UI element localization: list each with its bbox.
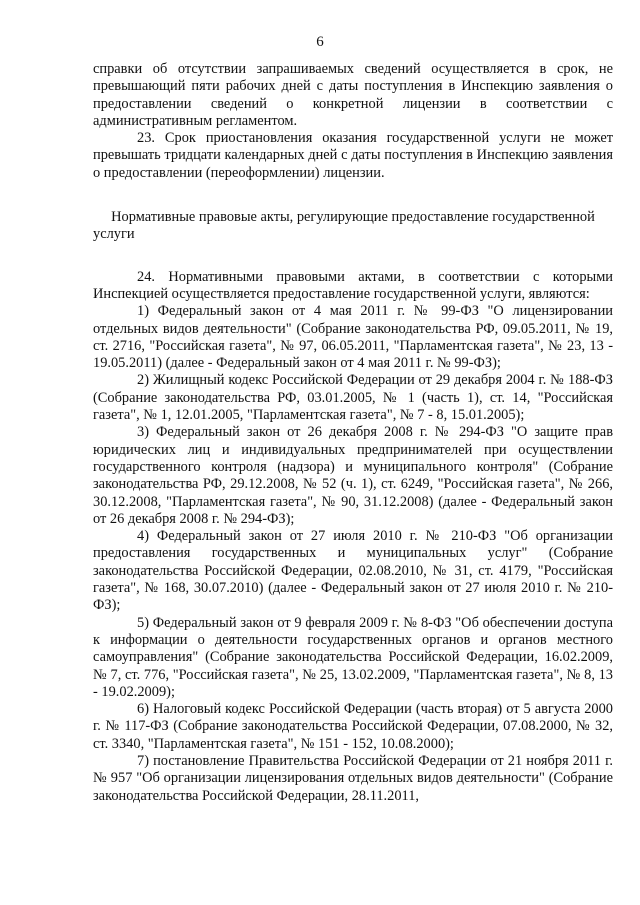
page-number: 6: [316, 34, 324, 50]
list-item-5: 5) Федеральный закон от 9 февраля 2009 г. № 8-ФЗ "Об обеспечении доступа к информации о деятельности государственных органов и органов местного самоуправления" (Собрание законодательства Российской Федерации, 16.02.2009, № 7, ст. 776, "Российская газета", № 25, 13.02.2009, "Парламентская газета", № 8, 13 - 19.02.2009);: [93, 614, 613, 700]
paragraph-23: 23. Срок приостановления оказания государственной услуги не может превышать тридцати календарных дней с даты поступления в Инспекцию заявления о предоставлении (переоформлении) лицензии.: [93, 130, 613, 181]
list-item-3: 3) Федеральный закон от 26 декабря 2008 г. № 294-ФЗ "О защите прав юридических лиц и индивидуальных предпринимателей при осуществлении государственного контроля (надзора) и муниципального контроля" (Собрание законодательства РФ, 29.12.2008, № 52 (ч. 1), ст. 6249, "Российская газета", № 266, 30.12.2008, "Парламентская газета", № 90, 31.12.2008) (далее - Федеральный закон от 26 декабря 2008 г. № 294-ФЗ);: [93, 424, 613, 527]
paragraph-24: 24. Нормативными правовыми актами, в соответствии с которыми Инспекцией осуществляется предоставление государственной услуги, являются:: [93, 268, 613, 302]
section-heading: Нормативные правовые акты, регулирующие предоставление государственной услуги: [93, 209, 595, 243]
list-item-2: 2) Жилищный кодекс Российской Федерации от 29 декабря 2004 г. № 188-ФЗ (Собрание законодательства РФ, 03.01.2005, № 1 (часть 1), ст. 14, "Российская газета", № 1, 12.01.2005, "Парламентская газета", № 7 - 8, 15.01.2005);: [93, 372, 613, 424]
list-item-1: 1) Федеральный закон от 4 мая 2011 г. № 99-ФЗ "О лицензировании отдельных видов деятельности" (Собрание законодательства РФ, 09.05.2011, № 19, ст. 2716, "Российская газета", № 97, 06.05.2011, "Парламентская газета", № 23, 13 - 19.05.2011) (далее - Федеральный закон от 4 мая 2011 г. № 99-ФЗ);: [93, 303, 613, 372]
document-body: [93, 61, 613, 805]
list-item-4: 4) Федеральный закон от 27 июля 2010 г. № 210-ФЗ "Об организации предоставления государственных и муниципальных услуг" (Собрание законодательства Российской Федерации, 02.08.2010, № 31, ст. 4179, "Российская газета", № 168, 30.07.2010) (далее - Федеральный закон от 27 июля 2010 г. № 210-ФЗ);: [93, 528, 613, 614]
list-item-7: 7) постановление Правительства Российской Федерации от 21 ноября 2011 г. № 957 "Об организации лицензирования отдельных видов деятельности" (Собрание законодательства Российской Федерации, 28.11.2011,: [93, 752, 613, 804]
paragraph-continuation: справки об отсутствии запрашиваемых сведений осуществляется в срок, не превышающий пяти рабочих дней с даты поступления в Инспекцию заявления о предоставлении сведений о конкретной лицензии в соответствии с административным регламентом.: [93, 61, 613, 129]
list-item-6: 6) Налоговый кодекс Российской Федерации (часть вторая) от 5 августа 2000 г. № 117-ФЗ (Собрание законодательства Российской Федерации, 07.08.2000, № 32, ст. 3340, "Парламентская газета", № 151 - 152, 10.08.2000);: [93, 701, 613, 752]
